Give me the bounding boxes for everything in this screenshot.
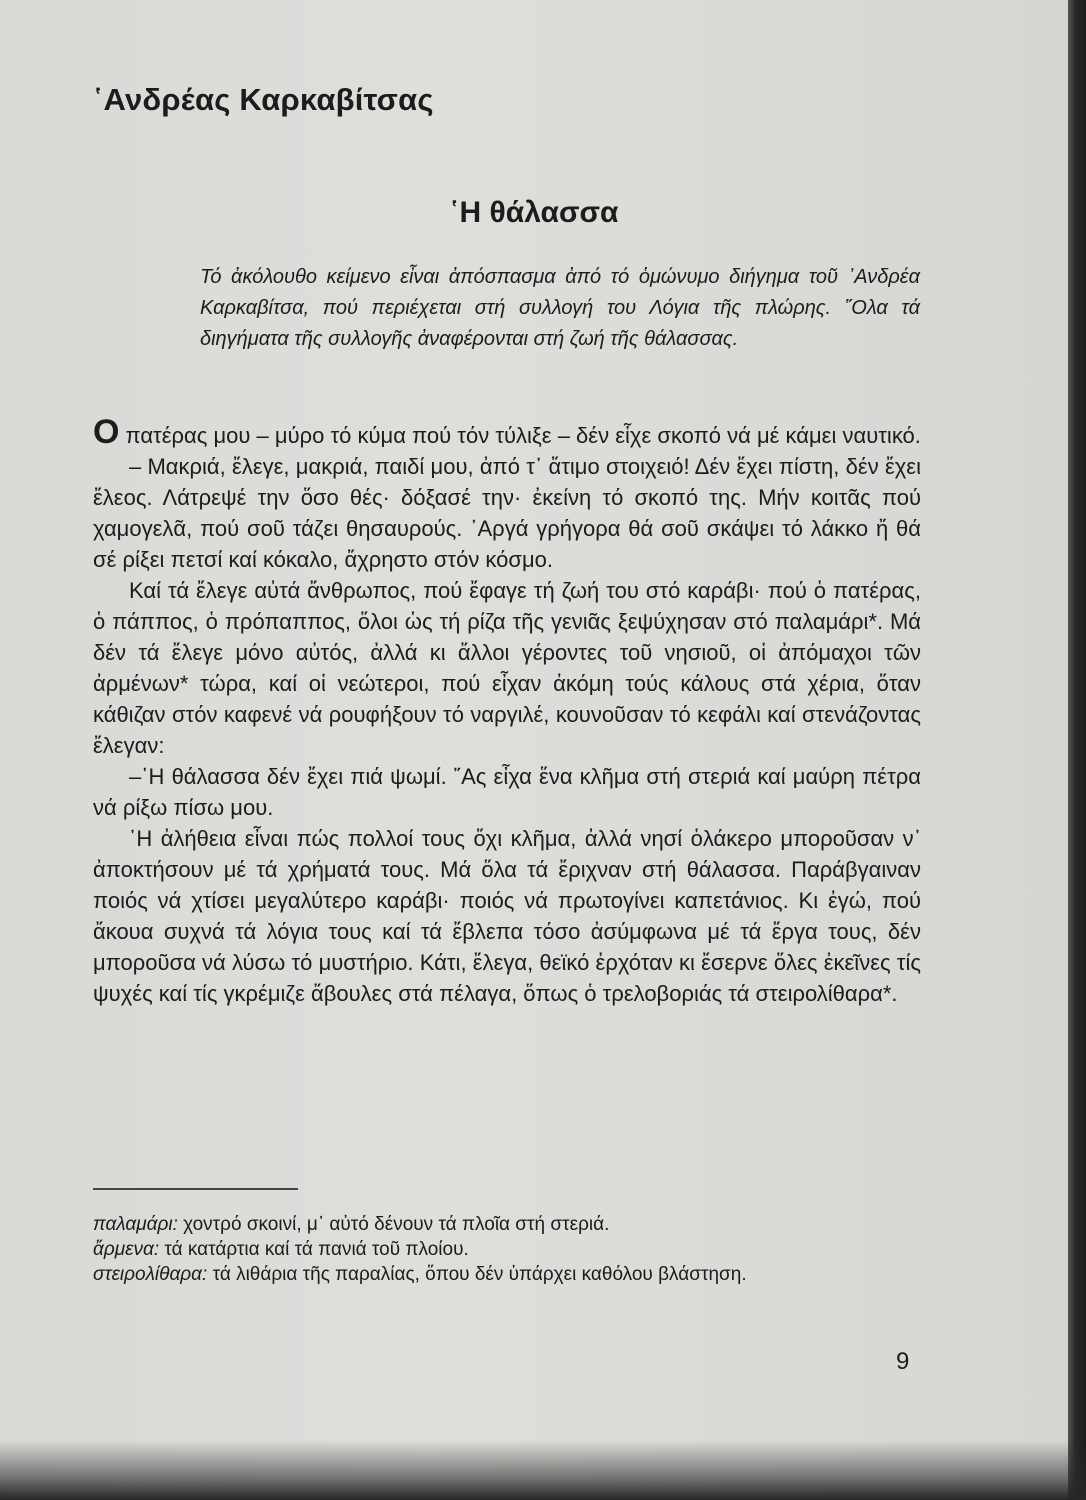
- paragraph-5: ῾Η ἀλήθεια εἶναι πώς πολλοί τους ὄχι κλῆμα, ἀλλά νησί ὁλάκερο μποροῦσαν ν᾿ ἀποκτήσουν μέ τά χρήματά τους. Μά ὅλα τά ἔριχναν στή θάλασσα. Παράβγαιναν ποιός νά χτίσει μεγαλύτερο καράβι· ποιός νά πρωτογίνει καπετάνιος. Κι ἐγώ, πού ἄκουα συχνά τά λόγια τους καί τά ἔβλεπα τόσο ἀσύμφωνα μέ τά ἔργα τους, δέν μποροῦσα νά λύσω τό μυστήριο. Κάτι, ἔλεγα, θεϊκό ἐρχόταν κι ἔσερνε ὅλες ἐκεῖνες τίς ψυχές καί τίς γκρέμιζε ἄβουλες στά πέλαγα, ὅπως ὁ τρελοβοριάς τά στειρολίθαρα*.: [93, 826, 921, 1006]
- footnote-definition: τά λιθάρια τῆς παραλίας, ὅπου δέν ὑπάρχει καθόλου βλάστηση.: [212, 1264, 747, 1285]
- paragraph-2: – Μακριά, ἔλεγε, μακριά, παιδί μου, ἀπό τ᾿ ἄτιμο στοιχειό! Δέν ἔχει πίστη, δέν ἔχει ἔλεος. Λάτρεψέ την ὅσο θές· δόξασέ την· ἐκείνη τό σκοπό της. Μήν κοιτᾶς πού χαμογελᾶ, πού σοῦ τάζει θησαυρούς. ᾿Αργά γρήγορα θά σοῦ σκάψει τό λάκκο ἤ θά σέ ρίξει πετσί καί κόκαλο, ἄχρηστο στόν κόσμο.: [93, 454, 921, 572]
- story-title: ῾Η θάλασσα: [449, 196, 619, 229]
- story-body: [93, 413, 921, 1009]
- paragraph-1-text: πατέρας μου – μύρο τό κύμα πού τόν τύλιξε – δέν εἶχε σκοπό νά μέ κάμει ναυτικό.: [125, 423, 921, 448]
- drop-cap: Ο: [93, 413, 120, 451]
- footnote-definition: τά κατάρτια καί τά πανιά τοῦ πλοίου.: [164, 1239, 469, 1260]
- footnote-definition: χοντρό σκοινί, μ᾿ αὐτό δένουν τά πλοῖα στή στεριά.: [183, 1214, 610, 1235]
- book-edge: [1068, 0, 1086, 1500]
- footnote-item: [93, 1237, 923, 1262]
- footnote-item: [93, 1262, 923, 1287]
- footnotes: [93, 1212, 923, 1287]
- paragraph-4: –῾Η θάλασσα δέν ἔχει πιά ψωμί. ῎Ας εἶχα ἕνα κλῆμα στή στεριά καί μαύρη πέτρα νά ρίξω πίσω μου.: [93, 764, 921, 820]
- page-number: 9: [896, 1348, 910, 1375]
- paragraph-1: [93, 413, 921, 451]
- author-heading: ῾Ανδρέας Καρκαβίτσας: [93, 82, 434, 117]
- scan-shadow: [0, 1440, 1086, 1500]
- footnote-term: παλαμάρι:: [93, 1214, 178, 1235]
- footnote-term: στειρολίθαρα:: [93, 1264, 208, 1285]
- footnote-term: ἄρμενα:: [93, 1239, 160, 1260]
- footnote-divider: [93, 1188, 298, 1190]
- footnote-item: [93, 1212, 923, 1237]
- paragraph-3: Καί τά ἔλεγε αὐτά ἄνθρωπος, πού ἔφαγε τή ζωή του στό καράβι· πού ὁ πατέρας, ὁ πάππος, ὁ πρόπαππος, ὅλοι ὡς τή ρίζα τῆς γενιᾶς ξεψύχησαν στό παλαμάρι*. Μά δέν τά ἔλεγε μόνο αὐτός, ἀλλά κι ἄλλοι γέροντες τοῦ νησιοῦ, οἱ ἀπόμαχοι τῶν ἀρμένων* τώρα, καί οἱ νεώτεροι, πού εἶχαν ἀκόμη τούς κάλους στά χέρια, ὅταν κάθιζαν στόν καφενέ νά ρουφήξουν τό ναργιλέ, κουνοῦσαν τό κεφάλι καί στενάζοντας ἔλεγαν:: [93, 578, 921, 758]
- intro-paragraph: Τό ἀκόλουθο κείμενο εἶναι ἀπόσπασμα ἀπό τό ὁμώνυμο διήγημα τοῦ ᾿Ανδρέα Καρκαβίτσα, πού περιέχεται στή συλλογή του Λόγια τῆς πλώρης. ῞Ολα τά διηγήματα τῆς συλλογῆς ἀναφέρονται στή ζωή τῆς θάλασσας.: [200, 266, 920, 350]
